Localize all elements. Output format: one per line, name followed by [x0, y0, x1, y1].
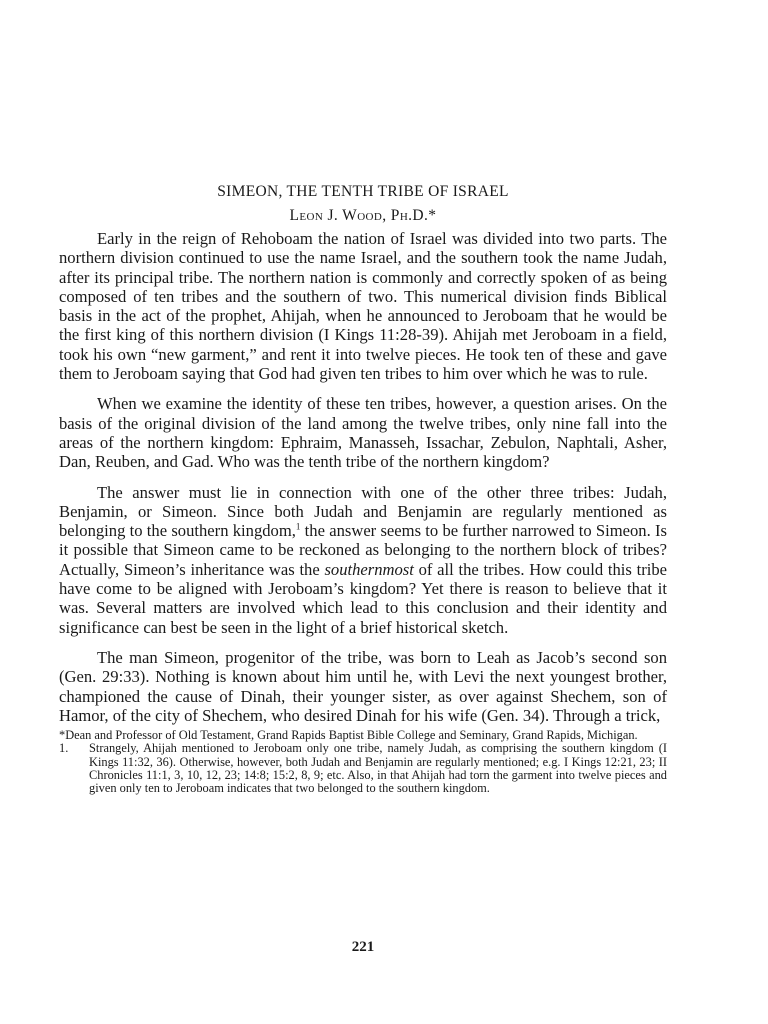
paragraph-3 — [59, 483, 667, 637]
footnote-1 — [59, 742, 667, 795]
paragraph-3-part-a: The answer must lie in connection with one of the other three tribes: Judah, Benjamin, or Simeon. Since both Judah and Benjamin are regularly mentioned as belonging to the southern kingdom, — [59, 482, 667, 541]
article-author: Leon J. Wood, Ph.D.* — [289, 207, 437, 224]
page-number: 221 — [351, 939, 375, 955]
journal-page — [59, 183, 667, 955]
footnote-author-note: *Dean and Professor of Old Testament, Grand Rapids Baptist Bible College and Seminary, Grand Rapids, Michigan. — [59, 728, 638, 743]
paragraph-3-emphasis: southernmost — [324, 559, 414, 579]
footnotes — [59, 729, 667, 795]
paragraph-3-part-c: of all the tribes. How could this tribe have come to be aligned with Jeroboam’s kingdom? Yet there is reason to believe that it was. Several matters are involved which lead to this conclusion and their identity and significance can best be seen in the light of a brief historical sketch. — [59, 559, 667, 637]
paragraph-4: The man Simeon, progenitor of the tribe, was born to Leah as Jacob’s second son (Gen. 29:33). Nothing is known about him until he, with Levi the next youngest brother, championed the cause of Dinah, their younger sister, as over against Shechem, son of Hamor, of the city of Shechem, who desired Dinah for his wife (Gen. 34). Through a trick, — [59, 647, 667, 725]
paragraph-3-part-b: the answer seems to be further narrowed to Simeon. Is it possible that Simeon came to be reckoned as belonging to the northern block of tribes? Actually, Simeon’s inheritance was the — [59, 521, 667, 579]
footnote-1-number: 1. — [59, 741, 69, 756]
article-title: SIMEON, THE TENTH TRIBE OF ISRAEL — [217, 183, 509, 200]
footnote-1-text: Strangely, Ahijah mentioned to Jeroboam only one tribe, namely Judah, as comprising the southern kingdom (I Kings 11:32, 36). Otherwise, however, both Judah and Benjamin are regularly mentioned; e.g. I Kings 12:21, 23; II Chronicles 11:1, 3, 10, 12, 23; 14:8; 15:2, 8, 9; etc. Also, in that Ahijah had torn the garment into twelve pieces and given only ten to Jeroboam indicates that two belonged to the southern kingdom. — [89, 741, 667, 795]
paragraph-2: When we examine the identity of these ten tribes, however, a question arises. On the basis of the original division of the land among the twelve tribes, only nine fall into the areas of the northern kingdom: Ephraim, Manasseh, Issachar, Zebulon, Naphtali, Asher, Dan, Reuben, and Gad. Who was the tenth tribe of the northern kingdom? — [59, 394, 667, 472]
paragraph-1: Early in the reign of Rehoboam the nation of Israel was divided into two parts. The northern division continued to use the name Israel, and the southern took the name Judah, after its principal tribe. The northern nation is commonly and correctly spoken of as being composed of ten tribes and the southern of two. This numerical division finds Biblical basis in the act of the prophet, Ahijah, when he announced to Jeroboam that he would be the first king of this northern division (I Kings 11:28-39). Ahijah met Jeroboam in a field, took his own “new garment,” and rent it into twelve pieces. He took ten of these and gave them to Jeroboam saying that God had given ten tribes to him over which he was to rule. — [59, 229, 667, 384]
footnote-ref-1: 1 — [295, 521, 301, 532]
